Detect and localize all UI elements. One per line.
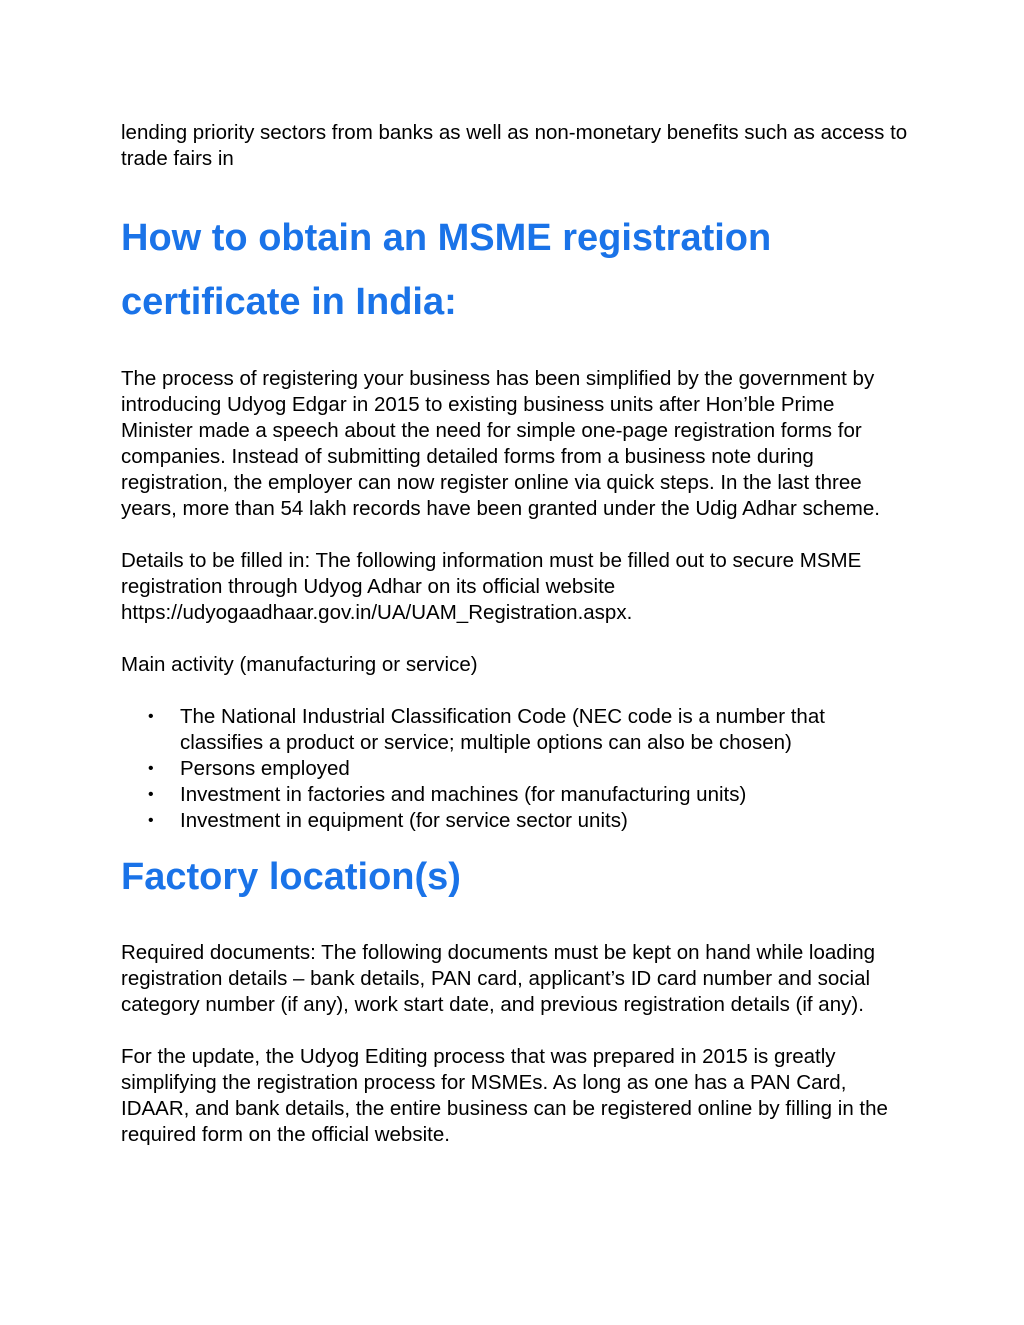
main-activity-paragraph: Main activity (manufacturing or service) bbox=[121, 653, 478, 676]
document-page bbox=[121, 120, 911, 1148]
process-paragraph: The process of registering your business has been simplified by the government by introducing Udyog Edgar in 2015 to existing business units after Hon’ble Prime Minister made a speech about the need for simple one-page registration forms for companies. Instead of submitting detailed forms from a business note during registration, the employer can now register online via quick steps. In the last three years, more than 54 lakh records have been granted under the Udig Adhar scheme. bbox=[121, 367, 880, 520]
intro-paragraph: lending priority sectors from banks as well as non-monetary benefits such as access to trade fairs in bbox=[121, 121, 908, 170]
heading-msme-registration: How to obtain an MSME registration certificate in India: bbox=[121, 217, 772, 323]
required-documents-paragraph: Required documents: The following documents must be kept on hand while loading registration details – bank details, PAN card, applicant’s ID card number and social category number (if any), work start date, and previous registration details (if any). bbox=[121, 941, 876, 1016]
list-item: • Investment in factories and machines (for manufacturing units) bbox=[180, 782, 911, 808]
list-item: • The National Industrial Classification Code (NEC code is a number that classifies a product or service; multiple options can also be chosen) bbox=[180, 704, 911, 756]
heading-factory-location: Factory location(s) bbox=[121, 856, 461, 898]
details-paragraph: Details to be filled in: The following information must be filled out to secure MSME registration through Udyog Adhar on its official website https://udyogaadhaar.gov.in/UA/UAM_Registration.aspx. bbox=[121, 549, 862, 624]
list-item: • Investment in equipment (for service sector units) bbox=[180, 808, 911, 834]
update-paragraph: For the update, the Udyog Editing process that was prepared in 2015 is greatly simplifying the registration process for MSMEs. As long as one has a PAN Card, IDAAR, and bank details, the entire business can be registered online by filling in the required form on the official website. bbox=[121, 1045, 888, 1146]
details-bullet-list bbox=[121, 704, 911, 834]
list-item: • Persons employed bbox=[180, 756, 911, 782]
